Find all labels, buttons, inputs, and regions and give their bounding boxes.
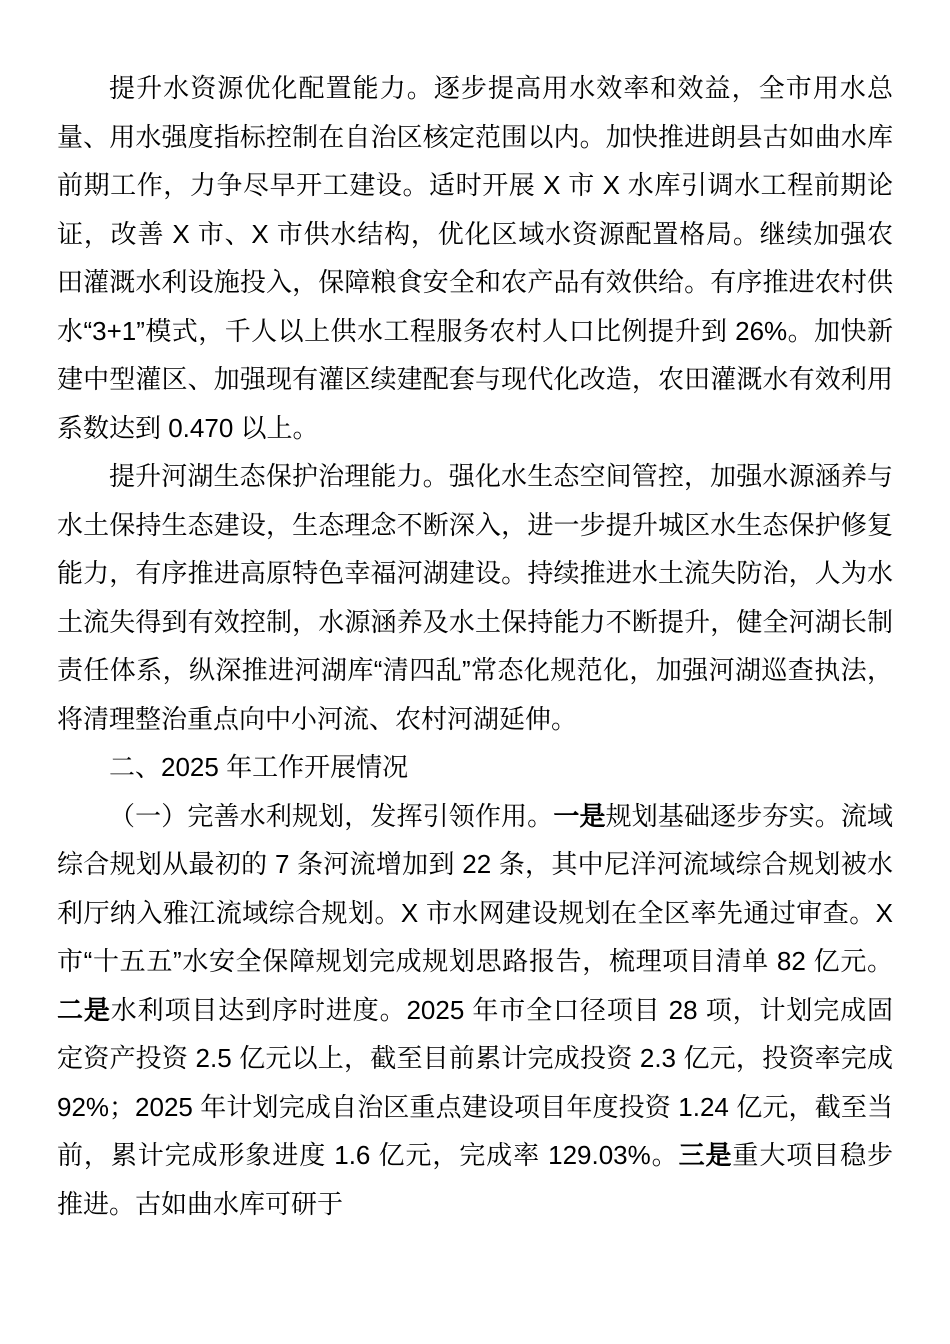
paragraph — [57, 64, 893, 452]
text-run: 二、2025 年工作开展情况 — [109, 752, 409, 782]
text-run: 水利项目达到序时进度。2025 年市全口径项目 28 项，计划完成固定资产投资 2.5 亿元以上，截至目前累计完成投资 2.3 亿元，投资率完成 92%；2025 年计划完成自治区重点建设项目年度投资 1.24 亿元，截至当前，累计完成形象进度 1.6 亿元，完成率 129.03%。 — [57, 994, 893, 1170]
emphasis-run: 二是 — [57, 994, 111, 1025]
paragraph — [57, 452, 893, 743]
text-run: （一）完善水利规划，发挥引领作用。 — [109, 800, 554, 831]
text-run: 规划基础逐步夯实。流域综合规划从最初的 7 条河流增加到 22 条，其中尼洋河流域综合规划被水利厅纳入雅江流域综合规划。X 市水网建设规划在全区率先通过审查。X 市“十五五”水安全保障规划完成规划思路报告，梳理项目清单 82 亿元。 — [57, 800, 893, 976]
emphasis-run: 三是 — [678, 1140, 733, 1170]
emphasis-run: 一是 — [553, 800, 606, 831]
text-run: 重大项目稳步推进。古如曲水库可研于 — [57, 1140, 893, 1219]
section-heading — [57, 743, 893, 792]
document-body — [57, 64, 893, 1228]
text-run: 提升河湖生态保护治理能力。强化水生态空间管控，加强水源涵养与水土保持生态建设，生态理念不断深入，进一步提升城区水生态保护修复能力，有序推进高原特色幸福河湖建设。持续推进水土流失防治，人为水土流失得到有效控制，水源涵养及水土保持能力不断提升，健全河湖长制责任体系，纵深推进河湖库“清四乱”常态化规范化，加强河湖巡查执法，将清理整治重点向中小河流、农村河湖延伸。 — [57, 461, 893, 734]
paragraph — [57, 792, 893, 1229]
text-run: 提升水资源优化配置能力。逐步提高用水效率和效益，全市用水总量、用水强度指标控制在自治区核定范围以内。加快推进朗县古如曲水库前期工作，力争尽早开工建设。适时开展 X 市 X 水库引调水工程前期论证，改善 X 市、X 市供水结构，优化区域水资源配置格局。继续加强农田灌溉水利设施投入，保障粮食安全和农产品有效供给。有序推进农村供水“3+1”模式，千人以上供水工程服务农村人口比例提升到 26%。加快新建中型灌区、加强现有灌区续建配套与现代化改造，农田灌溉水有效利用系数达到 0.470 以上。 — [57, 73, 893, 443]
